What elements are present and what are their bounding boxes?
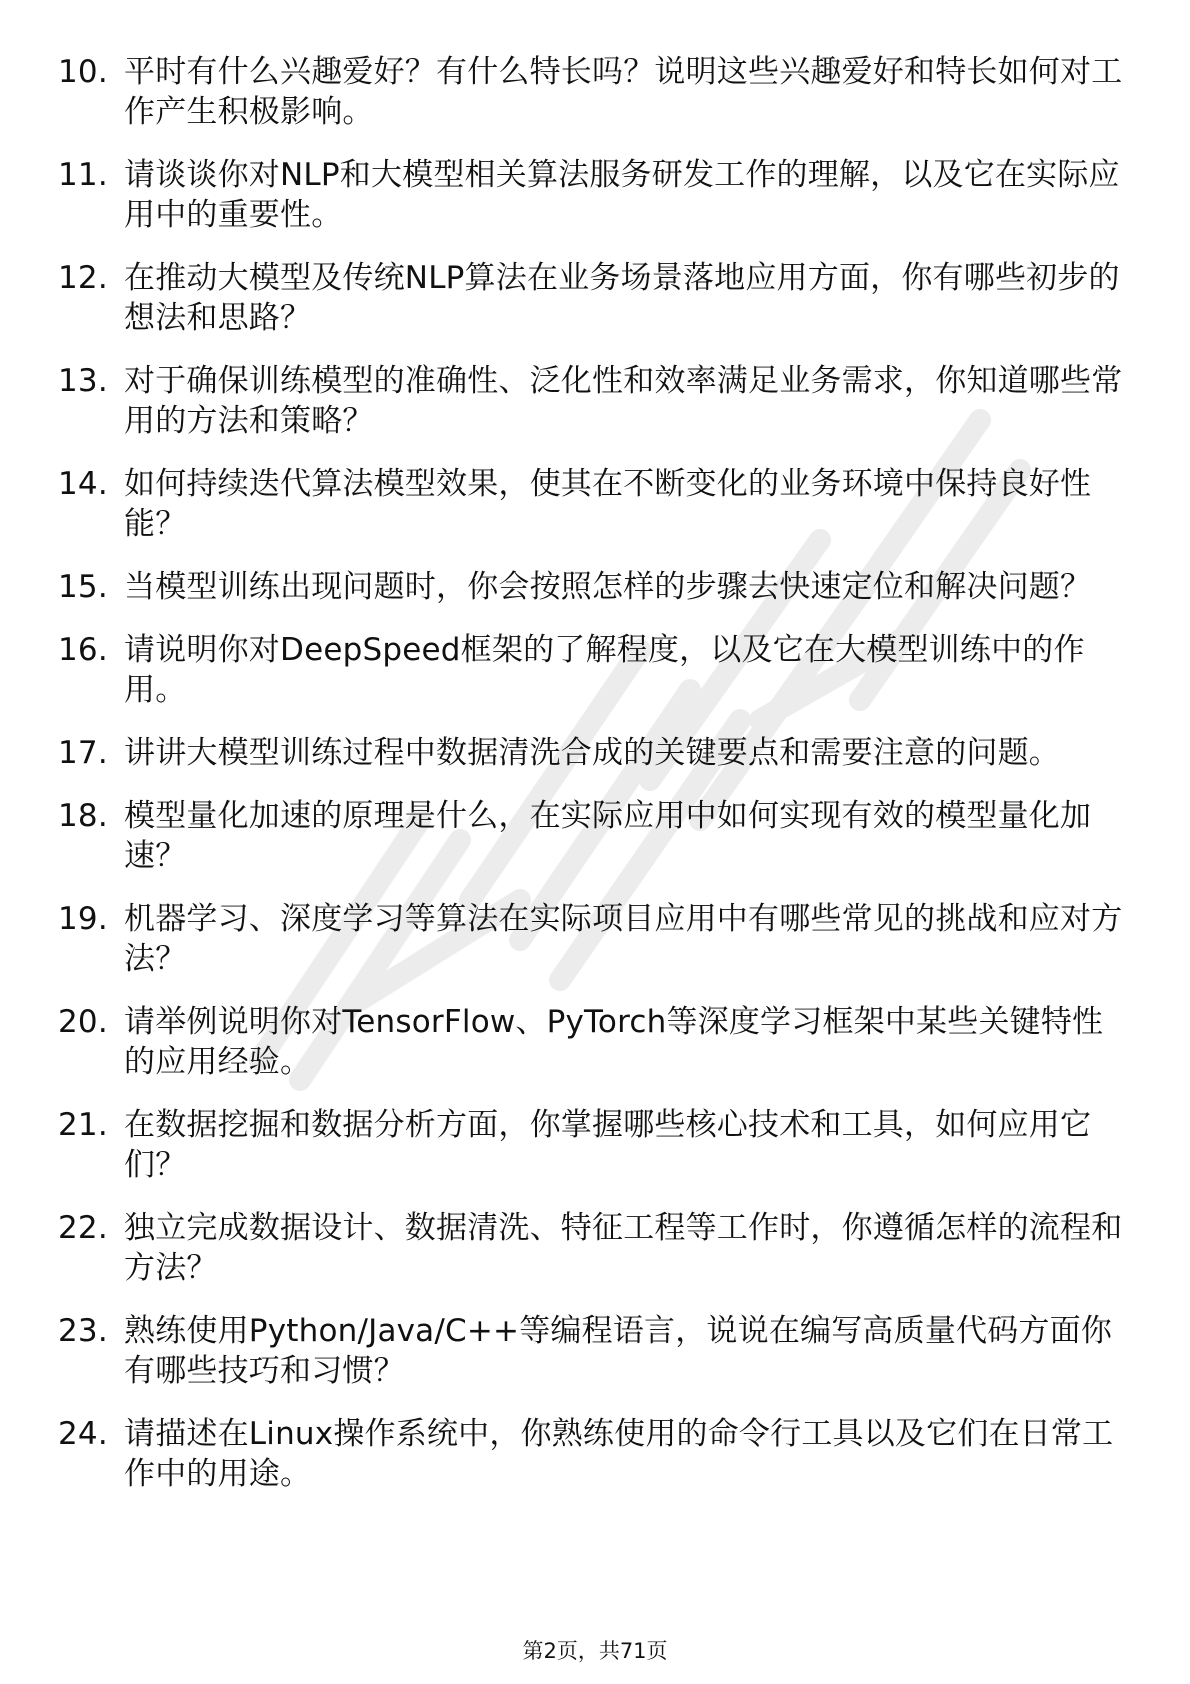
question-number: 15.	[58, 569, 108, 605]
question-number: 11.	[58, 157, 108, 193]
question-text: 熟练使用Python/Java/C++等编程语言，说说在编写高质量代码方面你有哪些技巧和习惯？	[124, 1313, 1113, 1389]
question-number: 12.	[58, 260, 108, 296]
question-number: 16.	[58, 632, 108, 668]
question-item	[58, 1105, 1128, 1185]
page-footer: 第2页，共71页	[522, 1639, 668, 1663]
question-item	[58, 52, 1128, 132]
question-number: 23.	[58, 1313, 108, 1349]
question-number: 10.	[58, 54, 108, 90]
question-item	[58, 155, 1128, 235]
question-text: 请谈谈你对NLP和大模型相关算法服务研发工作的理解，以及它在实际应用中的重要性。	[124, 157, 1120, 233]
question-number: 24.	[58, 1416, 108, 1452]
question-text: 请描述在Linux操作系统中，你熟练使用的命令行工具以及它们在日常工作中的用途。	[124, 1416, 1114, 1492]
question-text: 独立完成数据设计、数据清洗、特征工程等工作时，你遵循怎样的流程和方法？	[124, 1210, 1123, 1286]
question-item	[58, 1414, 1128, 1494]
question-text: 在推动大模型及传统NLP算法在业务场景落地应用方面，你有哪些初步的想法和思路？	[124, 260, 1120, 336]
question-number: 21.	[58, 1107, 108, 1143]
question-text: 平时有什么兴趣爱好？有什么特长吗？说明这些兴趣爱好和特长如何对工作产生积极影响。	[124, 54, 1123, 130]
question-text: 机器学习、深度学习等算法在实际项目应用中有哪些常见的挑战和应对方法？	[124, 901, 1123, 977]
question-number: 18.	[58, 798, 108, 834]
question-text: 请举例说明你对TensorFlow、PyTorch等深度学习框架中某些关键特性的应用经验。	[124, 1004, 1104, 1080]
question-text: 对于确保训练模型的准确性、泛化性和效率满足业务需求，你知道哪些常用的方法和策略？	[124, 363, 1123, 439]
question-number: 17.	[58, 735, 108, 771]
question-item	[58, 258, 1128, 338]
question-number: 13.	[58, 363, 108, 399]
question-item	[58, 796, 1128, 876]
question-item	[58, 899, 1128, 979]
question-text: 模型量化加速的原理是什么，在实际应用中如何实现有效的模型量化加速？	[124, 798, 1092, 874]
question-item	[58, 1311, 1128, 1391]
question-item	[58, 1208, 1128, 1288]
question-item	[58, 630, 1128, 710]
question-list	[58, 52, 1128, 1517]
question-text: 讲讲大模型训练过程中数据清洗合成的关键要点和需要注意的问题。	[124, 735, 1060, 771]
question-item	[58, 567, 1128, 607]
question-item	[58, 1002, 1128, 1082]
question-item	[58, 464, 1128, 544]
question-text: 当模型训练出现问题时，你会按照怎样的步骤去快速定位和解决问题？	[124, 569, 1092, 605]
question-item	[58, 361, 1128, 441]
question-number: 20.	[58, 1004, 108, 1040]
question-number: 22.	[58, 1210, 108, 1246]
question-number: 14.	[58, 466, 108, 502]
question-text: 在数据挖掘和数据分析方面，你掌握哪些核心技术和工具，如何应用它们？	[124, 1107, 1092, 1183]
question-text: 请说明你对DeepSpeed框架的了解程度，以及它在大模型训练中的作用。	[124, 632, 1085, 708]
question-number: 19.	[58, 901, 108, 937]
question-item	[58, 733, 1128, 773]
question-text: 如何持续迭代算法模型效果，使其在不断变化的业务环境中保持良好性能？	[124, 466, 1092, 542]
